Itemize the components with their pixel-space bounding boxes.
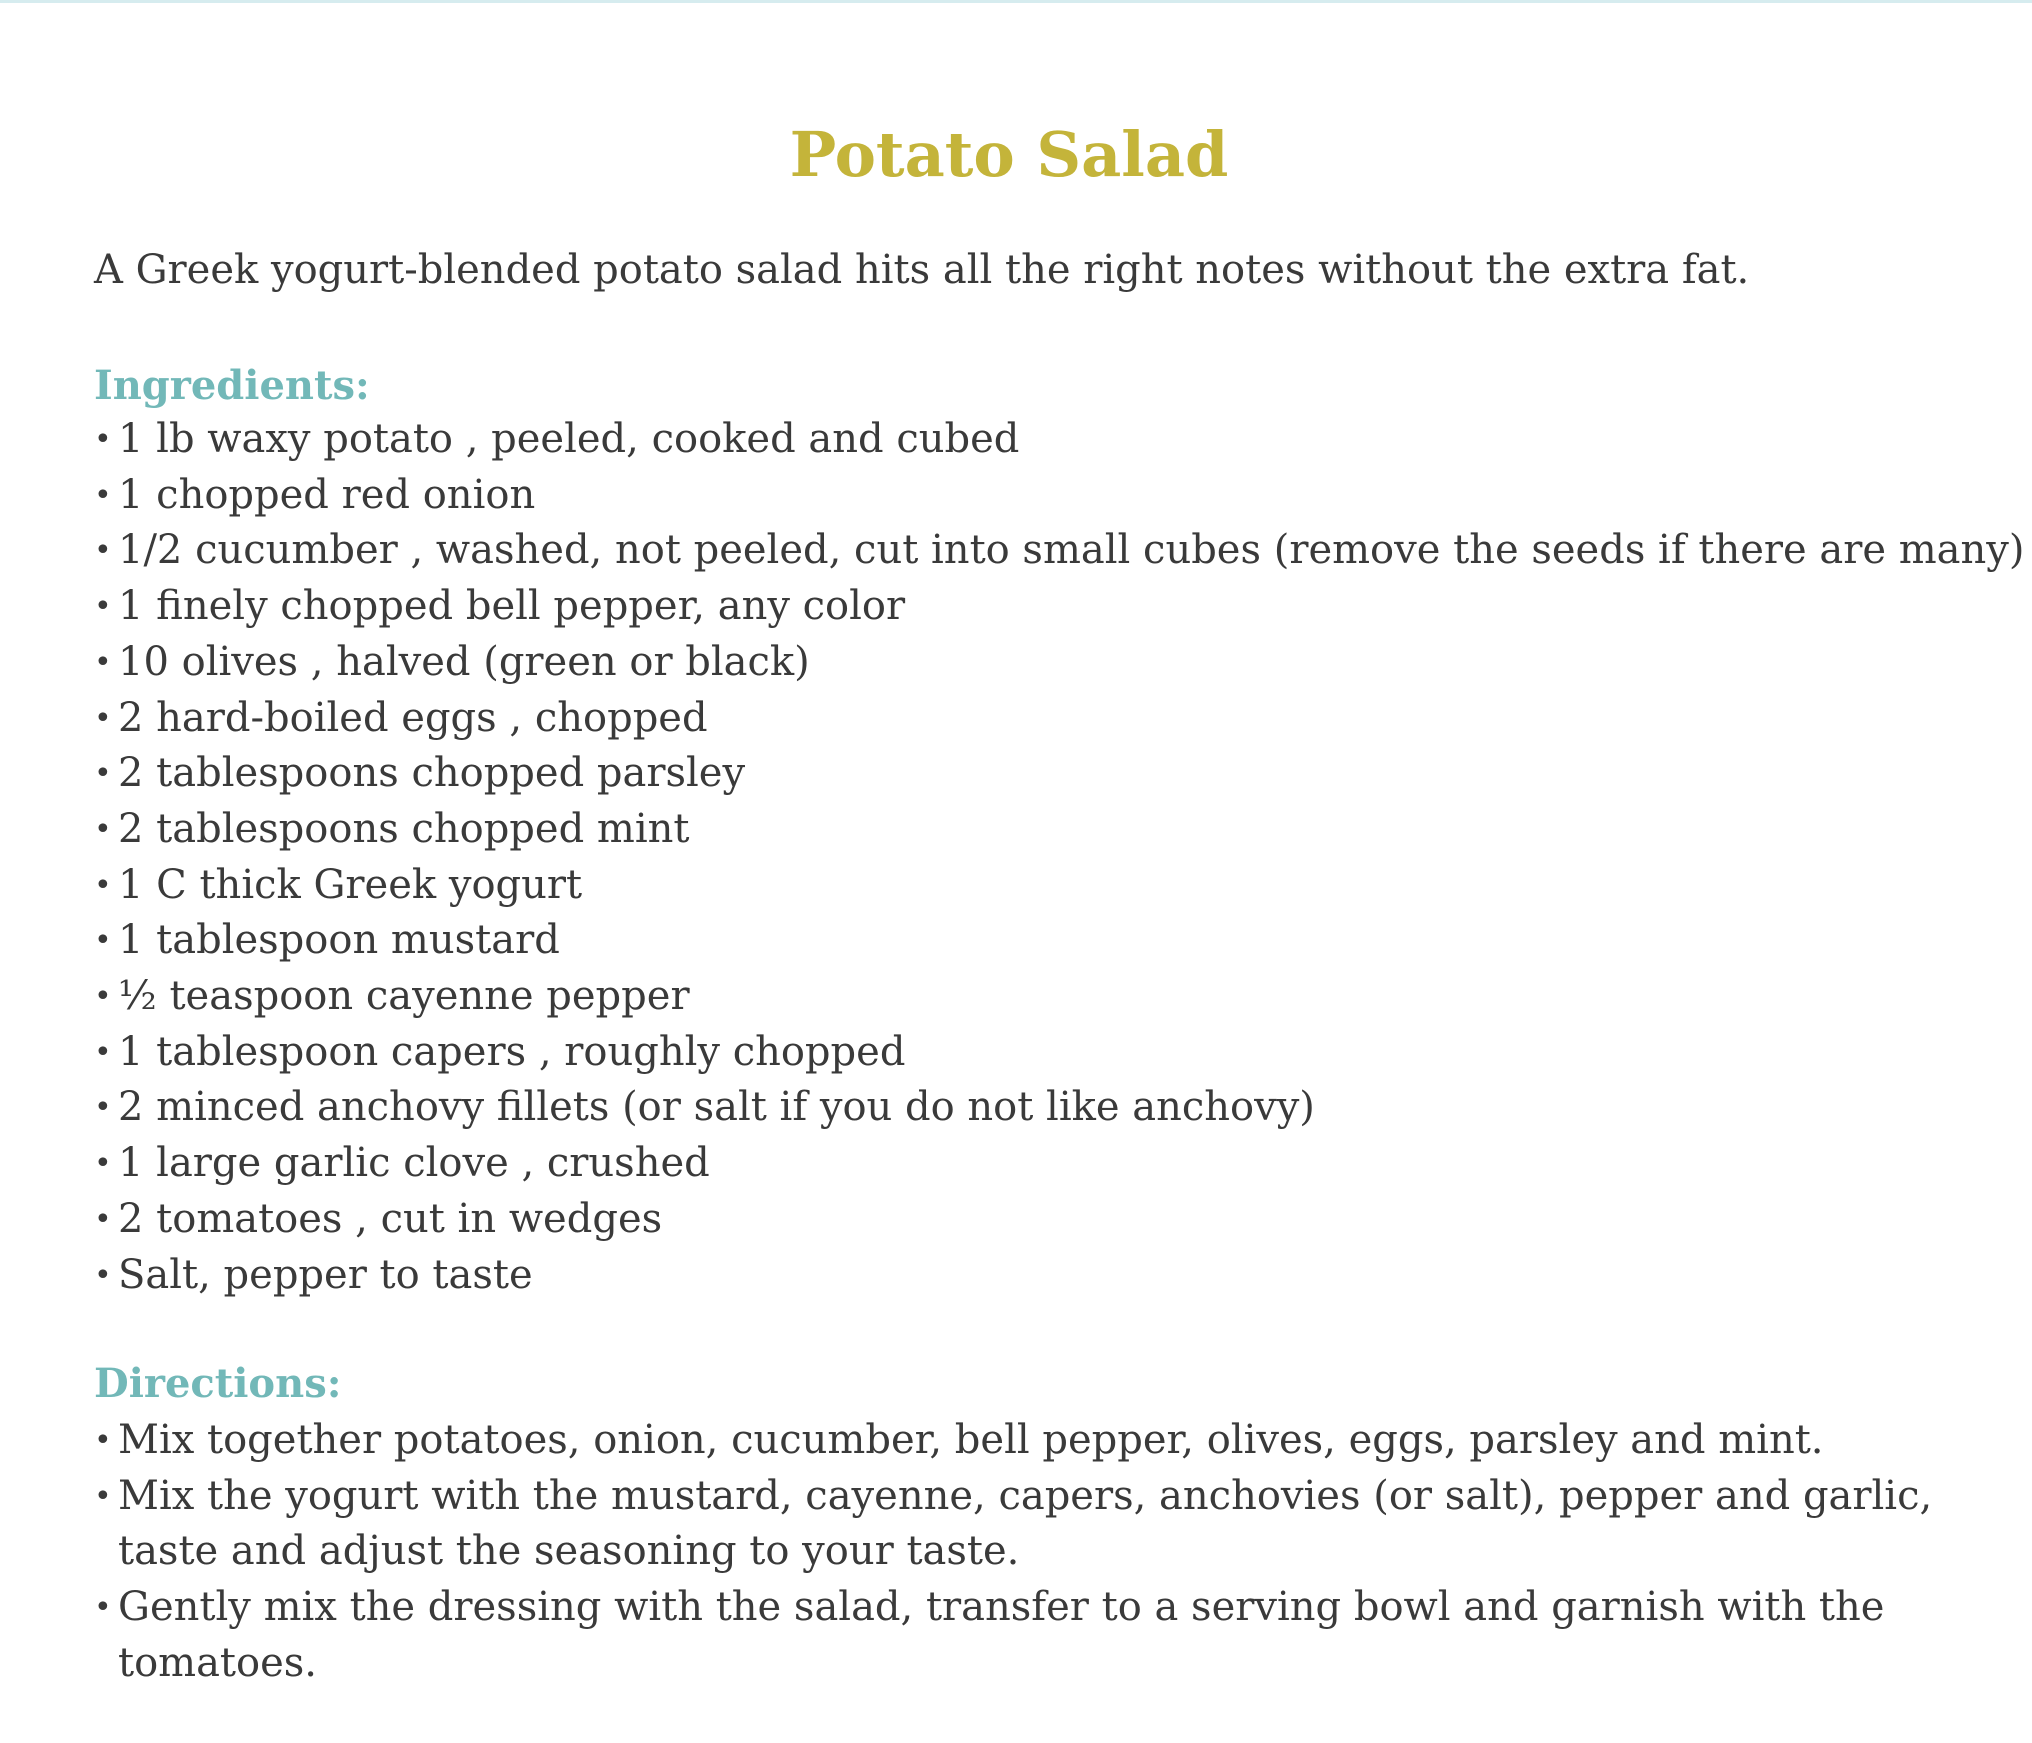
recipe-intro: A Greek yogurt-blended potato salad hits all the right notes without the extra fat. [94, 247, 1750, 293]
directions-list [94, 1413, 1954, 1692]
ingredient-text: 1 lb waxy potato , peeled, cooked and cubed [118, 416, 1020, 462]
bullet-icon: • [94, 1478, 112, 1514]
ingredient-text: 1 C thick Greek yogurt [118, 861, 583, 908]
bullet-icon: • [94, 422, 112, 457]
bullet-icon: • [94, 867, 112, 903]
ingredient-item [94, 468, 2024, 524]
ingredient-text: Salt, pepper to taste [118, 1251, 533, 1298]
ingredient-item [94, 1136, 2024, 1192]
bullet-icon: • [94, 756, 112, 792]
ingredient-text: 2 tablespoons chopped parsley [118, 750, 746, 797]
ingredient-text: 1 large garlic clove , crushed [118, 1140, 710, 1187]
ingredient-item [94, 802, 2024, 858]
bullet-icon: • [94, 1034, 112, 1070]
ingredient-item [94, 913, 2024, 969]
bullet-icon: • [94, 811, 112, 847]
ingredient-text: 2 hard-boiled eggs , chopped [118, 694, 708, 741]
ingredient-text: ½ teaspoon cayenne pepper [118, 973, 690, 1020]
bullet-icon: • [94, 923, 112, 959]
direction-step [94, 1413, 1954, 1469]
ingredient-item [94, 523, 2024, 579]
ingredient-item [94, 1248, 2024, 1304]
ingredient-text: 1/2 cucumber , washed, not peeled, cut into small cubes (remove the seeds if there are many) [118, 527, 2025, 574]
page-title: Potato Salad [789, 118, 1229, 191]
ingredient-item [94, 746, 2024, 802]
ingredient-item [94, 1192, 2024, 1248]
ingredient-text: 1 tablespoon capers , roughly chopped [118, 1028, 906, 1075]
direction-step [94, 1469, 1954, 1580]
bullet-icon: • [94, 589, 112, 625]
ingredient-text: 2 tomatoes , cut in wedges [118, 1195, 663, 1242]
direction-text: Mix the yogurt with the mustard, cayenne, capers, anchovies (or salt), pepper and garlic, taste and adjust the seasoning to your taste. [118, 1472, 1933, 1575]
ingredient-item [94, 1025, 2024, 1081]
ingredient-item [94, 969, 2024, 1025]
bullet-icon: • [94, 1590, 112, 1626]
directions-heading: Directions: [94, 1360, 342, 1407]
bullet-icon: • [94, 979, 112, 1015]
ingredient-text: 2 tablespoons chopped mint [118, 805, 690, 852]
ingredient-item [94, 691, 2024, 747]
ingredient-text: 2 minced anchovy fillets (or salt if you do not like anchovy) [118, 1084, 1315, 1131]
direction-step [94, 1580, 1954, 1691]
bullet-icon: • [94, 1146, 112, 1182]
bullet-icon: • [94, 1090, 112, 1126]
bullet-icon: • [94, 477, 112, 513]
ingredient-item [94, 1080, 2024, 1136]
ingredient-text: 10 olives , halved (green or black) [118, 638, 810, 685]
ingredients-list [94, 412, 2024, 1303]
direction-text: Gently mix the dressing with the salad, transfer to a serving bowl and garnish with the tomatoes. [118, 1584, 1885, 1686]
ingredient-text: 1 tablespoon mustard [118, 917, 560, 964]
ingredient-text: 1 chopped red onion [118, 471, 536, 518]
ingredient-item [94, 579, 2024, 635]
bullet-icon: • [94, 1423, 112, 1458]
ingredient-item [94, 635, 2024, 691]
top-divider [0, 0, 2032, 3]
bullet-icon: • [94, 1201, 112, 1237]
direction-text: Mix together potatoes, onion, cucumber, bell pepper, olives, eggs, parsley and mint. [118, 1417, 1824, 1463]
bullet-icon: • [94, 644, 112, 680]
bullet-icon: • [94, 1257, 112, 1293]
ingredient-item [94, 412, 2024, 468]
ingredients-heading: Ingredients: [94, 362, 370, 409]
bullet-icon: • [94, 533, 112, 569]
ingredient-text: 1 finely chopped bell pepper, any color [118, 583, 906, 630]
ingredient-item [94, 858, 2024, 914]
bullet-icon: • [94, 700, 112, 736]
